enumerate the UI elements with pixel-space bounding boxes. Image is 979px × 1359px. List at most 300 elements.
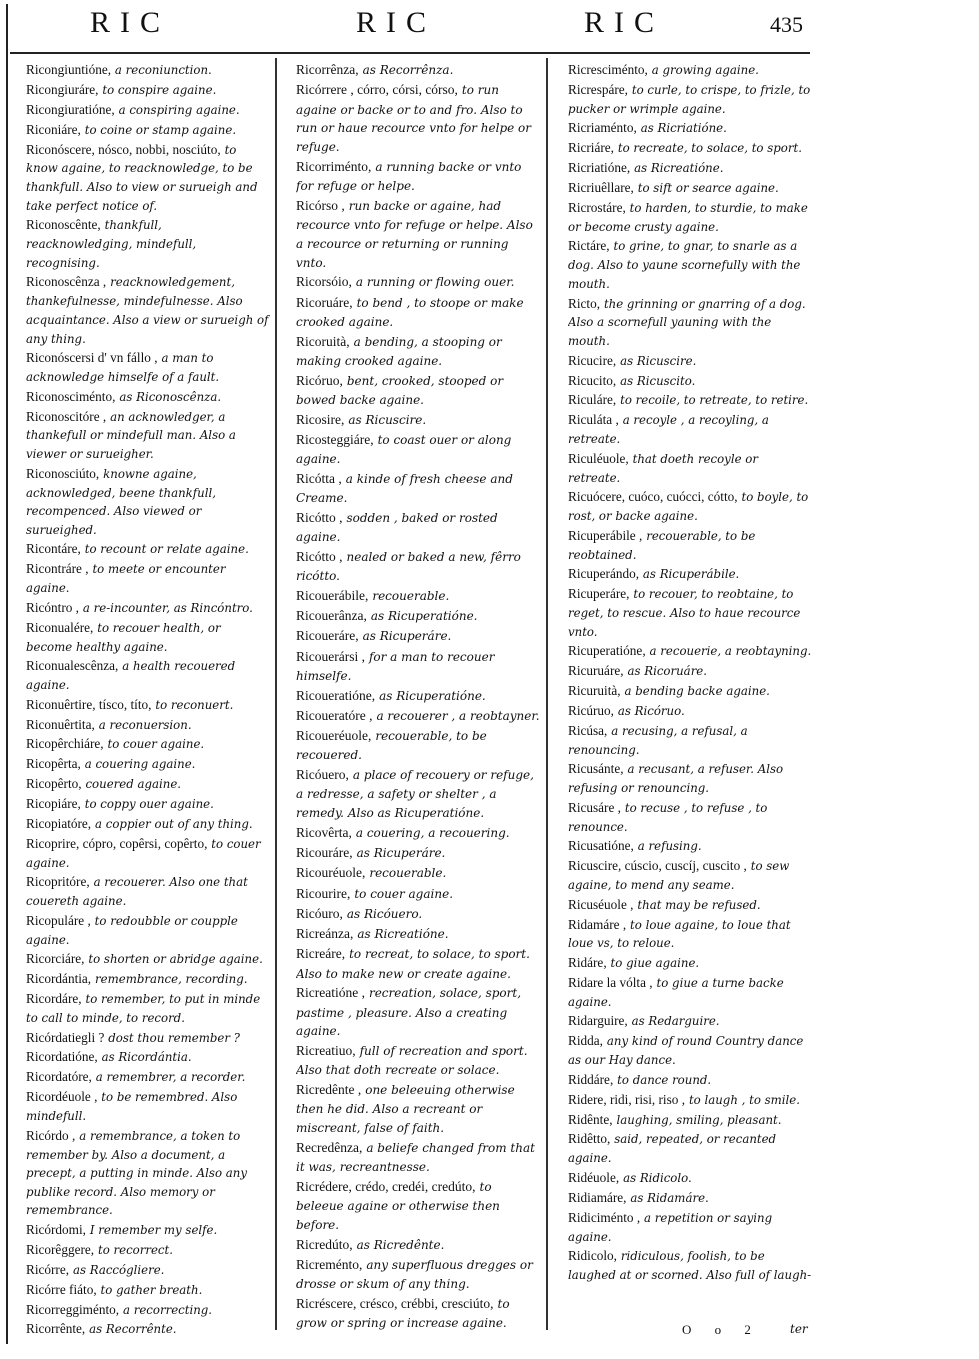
- entry-definition: a beliefe changed from that it was, recreantnesse.: [296, 1140, 535, 1174]
- dictionary-entry: [26, 120, 270, 140]
- entry-headword: Ricuperábile ,: [568, 527, 643, 543]
- entry-definition: one beleeuing otherwise then he did. Also a recreant or miscreant, false of faith.: [296, 1083, 515, 1135]
- entry-headword: Ricordéuole ,: [26, 1089, 98, 1105]
- dictionary-entry: [296, 626, 540, 646]
- entry-definition: a recusing, a refusal, a renouncing.: [568, 723, 748, 757]
- page-number: 435: [770, 12, 803, 37]
- entry-headword: Ricúruo,: [568, 702, 614, 718]
- entry-definition: to reconuert.: [155, 697, 234, 712]
- dictionary-entry: [26, 100, 270, 120]
- dictionary-entry: [296, 944, 540, 983]
- dictionary-entry: [26, 539, 270, 559]
- dictionary-entry: [568, 178, 812, 198]
- entry-definition: to redoubble or coupple againe.: [26, 913, 238, 947]
- entry-definition: a kinde of fresh cheese and Creame.: [296, 471, 513, 505]
- entry-definition: a remembrer, a recorder.: [95, 1070, 246, 1085]
- dictionary-entry: [296, 686, 540, 706]
- dictionary-entry: [26, 774, 270, 794]
- dictionary-entry: [296, 332, 540, 371]
- entry-definition: to couer againe.: [26, 836, 261, 870]
- dictionary-entry: [296, 904, 540, 924]
- dictionary-entry: [568, 526, 812, 565]
- running-header: [0, 0, 979, 56]
- dictionary-entry: [568, 798, 812, 837]
- entry-headword: Ricrédere, crédo, credéi, credúto,: [296, 1178, 476, 1194]
- entry-definition: to meete or encounter againe.: [26, 562, 226, 596]
- entry-headword: Ricoueratióne,: [296, 687, 376, 703]
- entry-headword: Ricuperándo,: [568, 566, 640, 582]
- entry-definition: a place of recouery or refuge, a redresse, a safety or shelter , a remedy. Also as Ricuperatióne.: [296, 768, 534, 820]
- entry-headword: Ricóuero,: [296, 767, 349, 782]
- entry-definition: to harden, to sturdie, to make or become crusty againe.: [568, 200, 808, 234]
- dictionary-entry: [296, 765, 540, 823]
- entry-headword: Ricreatiuo,: [296, 1043, 356, 1058]
- entry-headword: Ricouráre,: [296, 845, 353, 860]
- entry-definition: to recreat, to solace, to sport. Also to make new or create againe.: [296, 947, 530, 981]
- dictionary-entry: [568, 138, 812, 158]
- entry-definition: to run againe or backe or to and fro. Also to run or haue recource vnto for helpe or refuge.: [296, 83, 532, 154]
- header-rule: [10, 52, 810, 54]
- entry-definition: that may be refused.: [637, 897, 761, 912]
- column-3: [568, 60, 812, 1340]
- entry-definition: as Ricreatióne.: [634, 161, 724, 176]
- entry-definition: reacknowledgement, thankefulnesse, mindefulnesse. Also acquaintance. Also a view or surueigh of any thing.: [26, 275, 269, 346]
- entry-definition: to bend , to stoope or make crooked againe.: [296, 295, 524, 329]
- dictionary-entry: [296, 1235, 540, 1255]
- entry-headword: Riconiáre,: [26, 121, 81, 137]
- entry-headword: Ridere, ridi, risi, riso ,: [568, 1091, 686, 1107]
- dictionary-entry: [568, 759, 812, 798]
- entry-headword: Riconosciménto,: [26, 388, 116, 404]
- entry-definition: to recoile, to retreate, to retire.: [620, 393, 809, 408]
- entry-definition: a man to acknowledge himselfe of a fault.: [26, 351, 220, 384]
- dictionary-entry: [296, 586, 540, 606]
- entry-headword: Ricouerábile,: [296, 587, 369, 603]
- entry-headword: Ricredúto,: [296, 1236, 353, 1252]
- entry-headword: Ricréscere, crésco, crébbi, cresciúto,: [296, 1295, 494, 1311]
- entry-headword: Recredênza,: [296, 1139, 363, 1155]
- dictionary-entry: [568, 118, 812, 138]
- entry-definition: as Ricuscire.: [348, 412, 427, 427]
- entry-definition: a bending backe againe.: [624, 684, 770, 698]
- entry-headword: Ricreáre,: [296, 946, 346, 962]
- dictionary-entry: [568, 836, 812, 856]
- entry-definition: to couer againe.: [354, 886, 454, 901]
- dictionary-entry: [26, 1240, 270, 1260]
- dictionary-entry: [26, 969, 270, 989]
- dictionary-entry: [296, 983, 540, 1041]
- dictionary-entry: [568, 390, 812, 410]
- entry-definition: to coast ouer or along againe.: [296, 432, 512, 466]
- entry-headword: Ricreménto,: [296, 1256, 363, 1272]
- dictionary-entry: [26, 814, 270, 834]
- dictionary-entry: [296, 843, 540, 863]
- entry-headword: Ricusánte,: [568, 761, 624, 777]
- entry-definition: any superfluous dregges or drosse or skum of any thing.: [296, 1257, 533, 1291]
- entry-definition: sodden , baked or rosted againe.: [296, 510, 498, 544]
- entry-definition: a couering, a recouering.: [355, 825, 510, 840]
- entry-headword: Ricovêrta,: [296, 824, 352, 840]
- entry-definition: as Ricuperatióne.: [379, 688, 486, 703]
- dictionary-entry: [26, 1260, 270, 1280]
- dictionary-entry: [26, 754, 270, 774]
- dictionary-entry: [568, 1129, 812, 1168]
- entry-headword: Ricrespáre,: [568, 81, 628, 97]
- entry-definition: a repetition or saying againe.: [568, 1210, 773, 1244]
- dictionary-entry: [296, 1041, 540, 1080]
- entry-headword: Ricongiuratióne,: [26, 101, 115, 117]
- dictionary-entry: [568, 661, 812, 681]
- entry-definition: a recusant, a refuser. Also refusing or renouncing.: [568, 762, 784, 796]
- dictionary-entry: [296, 606, 540, 626]
- entry-definition: as Ricóuero.: [346, 906, 423, 921]
- entry-definition: couered againe.: [85, 777, 182, 792]
- entry-definition: to coppy ouer againe.: [84, 797, 214, 811]
- entry-headword: Ricoruità,: [296, 333, 350, 349]
- entry-definition: a conspiring againe.: [118, 102, 240, 117]
- entry-headword: Ricordatóre,: [26, 1069, 92, 1085]
- dictionary-entry: [26, 1087, 270, 1126]
- entry-headword: Ricredênte ,: [296, 1082, 362, 1097]
- entry-definition: remembrance, recording.: [95, 972, 248, 987]
- entry-headword: Rictáre,: [568, 238, 610, 254]
- entry-headword: Ricordatióne,: [26, 1049, 98, 1065]
- entry-headword: Ridda,: [568, 1033, 603, 1049]
- entry-headword: Ricoueréuole,: [296, 728, 372, 743]
- entry-headword: Ricorriménto,: [296, 158, 372, 174]
- entry-headword: Ricriatióne,: [568, 160, 631, 176]
- entry-definition: to recouer health, or become healthy againe.: [26, 620, 221, 654]
- entry-definition: a running backe or vnto for refuge or helpe.: [296, 159, 522, 193]
- dictionary-entry: [26, 1220, 270, 1240]
- dictionary-entry: [296, 924, 540, 944]
- entry-headword: Ricrostáre,: [568, 199, 626, 215]
- dictionary-entry: [296, 823, 540, 843]
- entry-definition: as Ricredênte.: [356, 1237, 445, 1252]
- dictionary-entry: [26, 407, 270, 464]
- entry-headword: Riconoscitóre ,: [26, 408, 107, 424]
- entry-headword: Ricórdomi,: [26, 1222, 86, 1237]
- entry-definition: recouerable, to be recouered.: [296, 729, 487, 763]
- entry-headword: Ricoueráre,: [296, 628, 359, 644]
- entry-headword: Ricosire,: [296, 411, 345, 427]
- entry-headword: Riculáta ,: [568, 412, 619, 428]
- dictionary-entry: [26, 60, 270, 80]
- entry-headword: Ridamáre ,: [568, 916, 627, 932]
- entry-headword: Ricopêrta,: [26, 756, 81, 772]
- entry-definition: a growing againe.: [651, 63, 759, 77]
- entry-headword: Ricoprire, cópro, copêrsi, copêrto,: [26, 835, 208, 851]
- entry-definition: for a man to recouer himselfe.: [296, 649, 495, 683]
- dictionary-entry: [26, 559, 270, 598]
- column-divider-2: [546, 58, 548, 1330]
- entry-definition: ridiculous, foolish, to be laughed at or scorned. Also full of laugh-: [568, 1249, 812, 1282]
- header-left-word: RIC: [90, 6, 171, 39]
- entry-headword: Ricopiáre,: [26, 796, 81, 811]
- entry-headword: Ricorreggiménto,: [26, 1301, 120, 1317]
- entry-definition: to sew againe, to mend any seame.: [568, 859, 790, 892]
- dictionary-entry: [568, 1110, 812, 1130]
- entry-definition: a recouerer , a reobtayner.: [376, 708, 540, 723]
- entry-definition: to recorrect.: [97, 1242, 173, 1257]
- dictionary-entry: [568, 564, 812, 584]
- entry-headword: Ricórrere , córro, córsi, córso,: [296, 82, 458, 98]
- dictionary-entry: [26, 140, 270, 216]
- entry-definition: to giue a turne backe againe.: [568, 975, 784, 1009]
- entry-definition: a refusing.: [637, 839, 702, 854]
- dictionary-entry: [296, 1138, 540, 1177]
- entry-headword: Riddáre,: [568, 1071, 614, 1087]
- entry-headword: Ricopêrto,: [26, 776, 82, 792]
- entry-definition: as Ricordántia.: [101, 1050, 192, 1065]
- dictionary-entry: [568, 158, 812, 178]
- entry-definition: a reconuersion.: [98, 717, 192, 732]
- dictionary-entry: [296, 196, 540, 273]
- dictionary-entry: [26, 80, 270, 100]
- signature-mark: O o 2: [682, 1322, 761, 1337]
- entry-headword: Ridiamáre,: [568, 1189, 627, 1205]
- entry-definition: to loue againe, to loue that loue vs, to reloue.: [568, 917, 791, 951]
- dictionary-entry: [568, 953, 812, 973]
- entry-headword: Riconuêrtita,: [26, 716, 95, 732]
- entry-headword: Ridare la vólta ,: [568, 974, 653, 990]
- entry-headword: Ricuscire, cúscio, cuscíj, cuscito ,: [568, 858, 747, 874]
- entry-definition: to remember, to put in minde to call to minde, to record.: [26, 992, 261, 1025]
- entry-definition: as Ridicolo.: [623, 1170, 692, 1185]
- dictionary-entry: [296, 469, 540, 508]
- dictionary-entry: [568, 721, 812, 760]
- entry-headword: Ricriáre,: [568, 140, 614, 156]
- entry-headword: Ricontáre,: [26, 541, 81, 557]
- entry-definition: I remember my selfe.: [89, 1223, 218, 1237]
- entry-definition: as Ricuperáre.: [362, 629, 452, 644]
- dictionary-entry: [296, 371, 540, 410]
- dictionary-entry: [568, 60, 812, 80]
- dictionary-entry: [26, 387, 270, 407]
- entry-definition: to sift or searce againe.: [637, 181, 779, 195]
- dictionary-entry: [296, 430, 540, 469]
- dictionary-entry: [568, 915, 812, 954]
- entry-definition: any kind of round Country dance as our Hay dance.: [568, 1034, 804, 1068]
- dictionary-entry: [296, 1177, 540, 1235]
- dictionary-entry: [26, 272, 270, 348]
- entry-headword: Ricopêrchiáre,: [26, 736, 104, 752]
- entry-headword: Ridicolo,: [568, 1248, 617, 1264]
- entry-headword: Ricuruità,: [568, 683, 621, 698]
- entry-headword: Ricontráre ,: [26, 561, 89, 577]
- dictionary-entry: [296, 547, 540, 586]
- entry-headword: Ricoruáre,: [296, 294, 353, 310]
- entry-headword: Ricúsa,: [568, 722, 608, 738]
- entry-definition: to be remembred. Also mindefull.: [26, 1090, 238, 1123]
- dictionary-entry: [26, 1047, 270, 1067]
- entry-headword: Ricouréuole,: [296, 865, 366, 881]
- dictionary-entry: [296, 863, 540, 883]
- entry-definition: a running or flowing ouer.: [355, 275, 515, 290]
- entry-definition: as Ricóruo.: [617, 703, 685, 718]
- entry-definition: a health recouered againe.: [26, 659, 236, 692]
- entry-definition: as Redarguire.: [631, 1014, 720, 1029]
- entry-headword: Ricouerársi ,: [296, 648, 365, 664]
- dictionary-entry: [296, 293, 540, 332]
- dictionary-entry: [26, 1126, 270, 1220]
- entry-headword: Ricosteggiáre,: [296, 431, 374, 447]
- dictionary-entry: [26, 794, 270, 814]
- entry-headword: Ricourire,: [296, 885, 351, 901]
- dictionary-entry: [26, 715, 270, 735]
- dictionary-entry: [568, 1168, 812, 1188]
- dictionary-entry: [568, 701, 812, 721]
- dictionary-entry: [26, 618, 270, 657]
- entry-headword: Riconoscênza ,: [26, 274, 107, 290]
- dictionary-entry: [296, 410, 540, 430]
- entry-definition: as Ricoruáre.: [627, 664, 707, 679]
- dictionary-entry: [26, 949, 270, 969]
- entry-headword: Ricorrênza,: [296, 62, 359, 77]
- entry-definition: that doeth recoyle or retreate.: [568, 451, 758, 485]
- entry-headword: Ricorrênte,: [26, 1321, 86, 1337]
- entry-headword: Ricórdatiegli ?: [26, 1029, 105, 1045]
- entry-headword: Ricórdo ,: [26, 1127, 76, 1143]
- entry-headword: Ricreánza,: [296, 926, 354, 941]
- dictionary-entry: [296, 1080, 540, 1138]
- dictionary-entry: [568, 1070, 812, 1090]
- dictionary-entry: [568, 973, 812, 1012]
- entry-headword: Ricriuêllare,: [568, 180, 634, 195]
- entry-definition: an acknowledger, a thankefull or mindefull man. Also a viewer or surueigher.: [26, 409, 236, 461]
- entry-headword: Ricórre,: [26, 1261, 70, 1277]
- entry-definition: as Ricriatióne.: [640, 121, 727, 136]
- entry-headword: Riculéuole,: [568, 450, 629, 466]
- entry-definition: run backe or againe, had recource vnto for refuge or helpe. Also a recource or returning or running vnto.: [296, 198, 533, 270]
- entry-headword: Ricorciáre,: [26, 951, 85, 967]
- entry-headword: Ricuperáre,: [568, 586, 630, 602]
- entry-headword: Ricusáre ,: [568, 799, 621, 815]
- entry-definition: a re-incounter, as Rincóntro.: [82, 600, 253, 615]
- entry-definition: a reconiunction.: [114, 63, 212, 77]
- dictionary-entry: [26, 348, 270, 387]
- entry-headword: Ricongiuráre,: [26, 81, 99, 97]
- entry-definition: to grow or spring or increase againe.: [296, 1296, 510, 1330]
- entry-headword: Ricuócere, cuóco, cuócci, cótto,: [568, 489, 738, 505]
- dictionary-entry: [296, 508, 540, 547]
- entry-definition: nealed or baked a new, fêrro ricótto.: [296, 549, 521, 583]
- dictionary-entry: [296, 272, 540, 292]
- entry-definition: as Ricuperatióne.: [370, 609, 478, 623]
- dictionary-entry: [296, 60, 540, 80]
- entry-headword: Ridênte,: [568, 1111, 613, 1127]
- entry-definition: to laugh , to smile.: [688, 1092, 801, 1107]
- dictionary-entry: [568, 449, 812, 488]
- dictionary-entry: [296, 726, 540, 765]
- catchword: ter: [790, 1322, 808, 1336]
- entry-headword: Ridarguire,: [568, 1013, 628, 1029]
- entry-definition: as Recorrênza.: [362, 63, 454, 77]
- entry-definition: a recouerer. Also one that couereth againe.: [26, 875, 248, 909]
- dictionary-entry: [568, 1208, 812, 1247]
- entry-definition: to recuse , to refuse , to renounce.: [568, 800, 768, 834]
- entry-definition: knowne againe, acknowledged, beene thankfull, recompenced. Also viewed or surueighed.: [26, 466, 216, 537]
- entry-headword: Ricótta ,: [296, 470, 342, 486]
- entry-definition: recouerable, to be reobtained.: [568, 528, 756, 562]
- entry-headword: Ricordántia,: [26, 971, 92, 987]
- dictionary-entry: [568, 487, 812, 526]
- entry-headword: Riconosciúto,: [26, 465, 100, 481]
- entry-definition: to giue againe.: [610, 956, 700, 970]
- entry-headword: Ricorêggere,: [26, 1241, 95, 1257]
- dictionary-entry: [296, 706, 540, 726]
- entry-definition: to conspire againe.: [102, 82, 217, 97]
- entry-definition: bent, crooked, stooped or bowed backe againe.: [296, 373, 504, 407]
- entry-definition: to shorten or abridge againe.: [88, 952, 263, 967]
- dictionary-entry: [26, 1300, 270, 1320]
- entry-headword: Ricorsóio,: [296, 274, 352, 290]
- entry-headword: Riculáre,: [568, 392, 617, 408]
- entry-headword: Ridiciménto ,: [568, 1209, 641, 1225]
- entry-headword: Ricreatióne ,: [296, 985, 365, 1001]
- entry-headword: Ricórso ,: [296, 197, 345, 213]
- dictionary-entry: [26, 911, 270, 950]
- dictionary-entry: [568, 1246, 812, 1285]
- entry-headword: Ricórre fiáto,: [26, 1281, 97, 1297]
- entry-definition: as Ridamáre.: [630, 1190, 709, 1205]
- dictionary-entry: [568, 584, 812, 641]
- entry-headword: Ridáre,: [568, 955, 607, 970]
- dictionary-entry: [296, 157, 540, 196]
- dictionary-entry: [568, 351, 812, 371]
- entry-definition: as Ricuscito.: [620, 373, 696, 388]
- dictionary-entry: [26, 834, 270, 873]
- entry-definition: to couer againe.: [107, 737, 205, 752]
- entry-headword: Ricusatióne,: [568, 838, 634, 854]
- entry-definition: thankfull, reacknowledging, mindefull, recognising.: [26, 218, 197, 270]
- entry-headword: Ricuséuole ,: [568, 896, 634, 912]
- dictionary-entry: [296, 647, 540, 686]
- entry-definition: to recreate, to solace, to sport.: [617, 141, 802, 156]
- dictionary-entry: [296, 884, 540, 904]
- entry-definition: as Ricuscire.: [620, 353, 697, 368]
- dictionary-entry: [26, 598, 270, 618]
- left-border-rule: [6, 4, 8, 1344]
- entry-definition: as Raccógliere.: [72, 1262, 165, 1277]
- dictionary-entry: [26, 695, 270, 715]
- dictionary-entry: [26, 1319, 270, 1339]
- dictionary-entry: [26, 1280, 270, 1300]
- dictionary-entry: [568, 1011, 812, 1031]
- entry-definition: a recoyle , a recoyling, a retreate.: [568, 413, 769, 447]
- dictionary-entry: [26, 1067, 270, 1087]
- entry-definition: as Ricreatióne.: [357, 927, 449, 941]
- entry-definition: the grinning or gnarring of a dog. Also a scornefull yauning with the mouth.: [568, 296, 806, 348]
- dictionary-entry: [26, 656, 270, 695]
- entry-definition: full of recreation and sport. Also that doth recreate or solace.: [296, 1044, 528, 1078]
- entry-headword: Ricóruo,: [296, 372, 343, 388]
- header-center-word: RIC: [356, 6, 437, 39]
- entry-headword: Ricótto ,: [296, 509, 343, 525]
- entry-definition: as Ricuperábile.: [642, 567, 740, 582]
- entry-headword: Ridêtto,: [568, 1131, 611, 1147]
- dictionary-entry: [568, 1031, 812, 1070]
- dictionary-entry: [568, 410, 812, 449]
- dictionary-entry: [296, 1255, 540, 1294]
- entry-headword: Ridéuole,: [568, 1169, 620, 1185]
- entry-definition: a coppier out of any thing.: [95, 816, 253, 831]
- dictionary-entry: [26, 464, 270, 540]
- entry-definition: a recouerie, a reobtayning.: [649, 644, 812, 659]
- column-divider-1: [275, 58, 277, 1330]
- dictionary-entry: [26, 1028, 270, 1048]
- entry-definition: recreation, solace, sport, pastime , pleasure. Also a creating againe.: [296, 986, 522, 1039]
